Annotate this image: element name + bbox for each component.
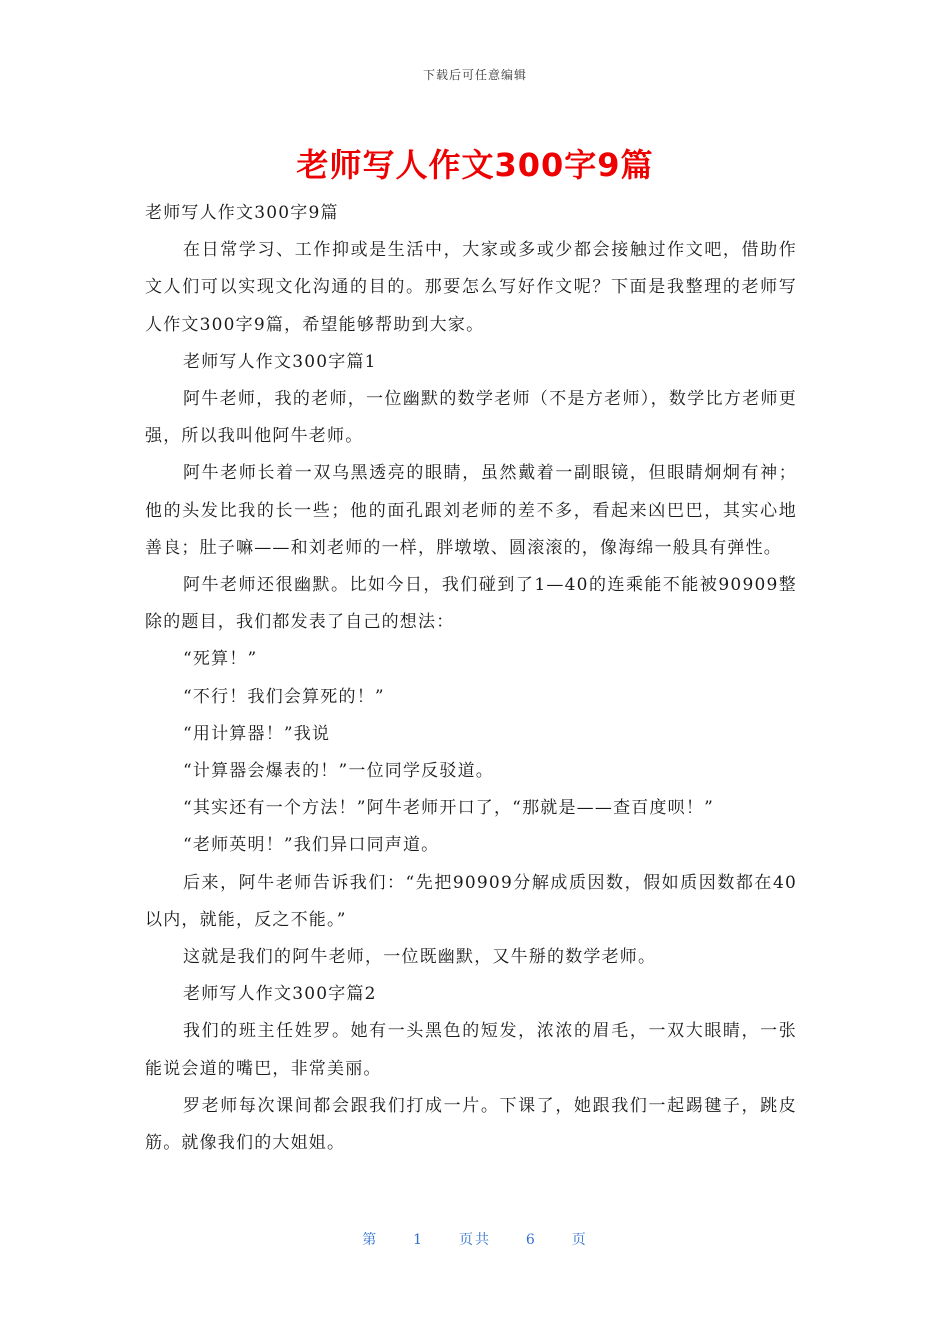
dialogue-line: “用计算器！”我说 — [183, 723, 331, 744]
paragraph: 罗老师每次课间都会跟我们打成一片。下课了，她跟我们一起踢毽子，跳皮筋。就像我们的大姐姐。 — [145, 1095, 797, 1154]
document-body — [145, 195, 797, 1162]
paragraph: 我们的班主任姓罗。她有一头黑色的短发，浓浓的眉毛，一双大眼睛，一张能说会道的嘴巴，非常美丽。 — [145, 1021, 797, 1079]
footer-prefix: 第 — [362, 1232, 379, 1248]
footer-current-page: 1 — [413, 1232, 425, 1248]
dialogue-line: “老师英明！”我们异口同声道。 — [183, 835, 440, 856]
document-title: 老师写人作文300字9篇 — [296, 146, 654, 184]
dialogue-line: “不行！我们会算死的！” — [183, 686, 385, 707]
paragraph: 阿牛老师长着一双乌黑透亮的眼睛，虽然戴着一副眼镜，但眼睛炯炯有神；他的头发比我的长一些；他的面孔跟刘老师的差不多，看起来凶巴巴，其实心地善良；肚子嘛——和刘老师的一样，胖墩墩、圆滚滚的，像海绵一般具有弹性。 — [145, 463, 797, 558]
paragraph: 这就是我们的阿牛老师，一位既幽默，又牛掰的数学老师。 — [183, 947, 657, 968]
paragraph: 老师写人作文300字9篇 — [145, 203, 339, 223]
dialogue-line: “死算！” — [183, 649, 258, 670]
section-heading: 老师写人作文300字篇1 — [183, 351, 377, 372]
dialogue-line: “计算器会爆表的！”一位同学反驳道。 — [183, 761, 494, 782]
paragraph: 在日常学习、工作抑或是生活中，大家或多或少都会接触过作文吧，借助作文人们可以实现文化沟通的目的。那要怎么写好作文呢？下面是我整理的老师写人作文300字9篇，希望能够帮助到大家。 — [145, 240, 797, 335]
section-heading: 老师写人作文300字篇2 — [183, 984, 377, 1005]
header-note: 下载后可任意编辑 — [422, 68, 527, 82]
paragraph: 后来，阿牛老师告诉我们：“先把90909分解成质因数，假如质因数都在40以内，就能，反之不能。” — [145, 872, 797, 930]
paragraph: 阿牛老师还很幽默。比如今日，我们碰到了1—40的连乘能不能被90909整除的题目，我们都发表了自己的想法： — [145, 575, 797, 633]
page-footer — [0, 1229, 950, 1249]
dialogue-line: “其实还有一个方法！”阿牛老师开口了，“那就是——查百度呗！” — [183, 798, 714, 819]
footer-suffix: 页 — [571, 1232, 588, 1248]
footer-middle: 页共 — [459, 1232, 491, 1248]
paragraph: 阿牛老师，我的老师，一位幽默的数学老师（不是方老师），数学比方老师更强，所以我叫他阿牛老师。 — [145, 389, 797, 447]
footer-total-pages: 6 — [525, 1232, 537, 1248]
